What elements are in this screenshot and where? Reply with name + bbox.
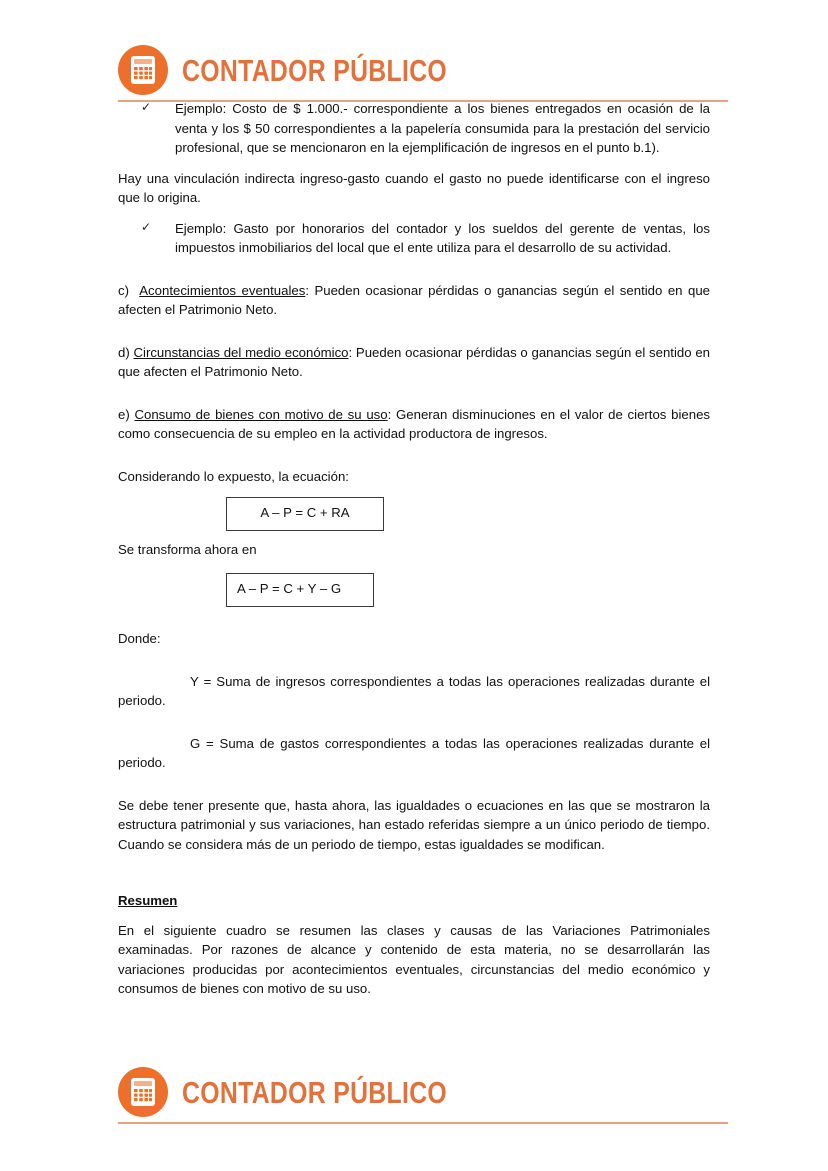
page-footer-header — [118, 1066, 728, 1124]
item-d — [118, 343, 710, 382]
spacer — [118, 393, 710, 405]
paragraph-donde: Donde: — [118, 630, 161, 646]
item-e-marker: e) — [118, 406, 130, 422]
spacer — [118, 660, 710, 672]
page-header — [118, 44, 728, 102]
page-title: Resumen — [118, 893, 178, 909]
item-e-term: Consumo de bienes con motivo de su uso — [134, 406, 388, 422]
list-item-text: Ejemplo: Costo de $ 1.000.- correspondiente a los bienes entregados en ocasión de la venta y los $ 50 correspondientes a la papelería consumida para la prestación del servicio profesional, que se mencionaron en la ejemplificación de ingresos en el punto b.1). — [175, 101, 710, 156]
paragraph-vinculacion: Hay una vinculación indirecta ingreso-gasto cuando el gasto no puede identificarse con el ingreso que lo origina. — [118, 170, 710, 206]
item-d-marker: d) — [118, 344, 130, 360]
brand-row — [118, 44, 728, 96]
paragraph-resumen: En el siguiente cuadro se resumen las clases y causas de las Variaciones Patrimoniales examinadas. Por razones de alcance y contenido de esta materia, no se desarrollarán las variaciones producidas por acontecimientos eventuales, circunstancias del medio económico y consumos de bienes con motivo de su uso. — [118, 922, 710, 997]
spacer — [118, 784, 710, 796]
item-c-marker: c) — [118, 282, 129, 298]
brand-row — [118, 1066, 728, 1118]
paragraph-considerando: Considerando lo expuesto, la ecuación: — [118, 468, 349, 484]
item-c — [118, 281, 710, 320]
checkmark-icon: ✓ — [141, 219, 152, 234]
item-c-term: Acontecimientos eventuales — [139, 282, 306, 298]
equation-box-1: A – P = C + RA — [226, 497, 384, 531]
heading-block — [118, 891, 710, 921]
spacer — [118, 722, 710, 734]
list-item-text: Ejemplo: Gasto por honorarios del contador y los sueldos del gerente de ventas, los impuestos inmobiliarios del local que el ente utiliza para el desarrollo de su actividad. — [175, 220, 710, 256]
list-item — [118, 219, 710, 258]
document-body — [118, 99, 710, 1010]
list-item — [118, 99, 710, 158]
spacer — [118, 331, 710, 343]
paragraph-transforma: Se transforma ahora en — [118, 542, 257, 558]
calculator-icon — [118, 1067, 168, 1117]
definition-g — [118, 734, 710, 773]
spacer — [118, 455, 710, 467]
item-d-text: : Pueden ocasionar pérdidas o ganancias según el sentido en que afecten el Patrimonio Neto. — [118, 344, 710, 380]
definition-y-text: Y = Suma de ingresos correspondientes a todas las operaciones realizadas durante el periodo. — [118, 673, 710, 709]
definition-g-text: G = Suma de gastos correspondientes a todas las operaciones realizadas durante el periodo. — [118, 735, 710, 771]
item-d-term: Circunstancias del medio económico — [133, 344, 349, 360]
brand-title: CONTADOR PÚBLICO — [182, 52, 448, 88]
spacer — [118, 269, 710, 281]
item-e-text: : Generan disminuciones en el valor de ciertos bienes como consecuencia de su empleo en la actividad productora de ingresos. — [118, 406, 710, 442]
brand-title: CONTADOR PÚBLICO — [182, 1074, 448, 1110]
checkmark-icon: ✓ — [141, 100, 152, 114]
footer-divider — [118, 1122, 728, 1124]
paragraph-presente: Se debe tener presente que, hasta ahora, las igualdades o ecuaciones en las que se mostraron la estructura patrimonial y sus variaciones, han estado referidas siempre a un único periodo de tiempo. Cuando se considera más de un periodo de tiempo, estas igualdades se modifican. — [118, 797, 710, 852]
calculator-icon — [118, 45, 168, 95]
definition-y — [118, 672, 710, 711]
item-e — [118, 405, 710, 444]
spacer — [118, 865, 710, 891]
item-c-text: : Pueden ocasionar pérdidas o ganancias según el sentido en que afecten el Patrimonio Neto. — [118, 282, 710, 318]
equation-box-2: A – P = C + Y – G — [226, 573, 374, 607]
